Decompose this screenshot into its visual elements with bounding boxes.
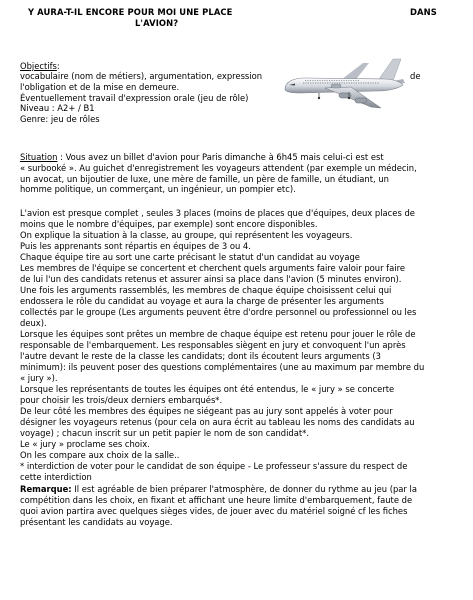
body-line-3: On explique la situation à la classe, au groupe, qui représentent les voyageurs. xyxy=(20,230,353,240)
body-line-19: De leur côté les membres des équipes ne siégeant pas au jury sont appelés à voter pour xyxy=(20,406,393,416)
situation-line-4: homme politique, un commerçant, un ingénieur, un pompier etc). xyxy=(20,184,296,194)
body-line-7: de lui l'un des candidats retenus et assurer ainsi sa place dans l'avion (5 minutes environ). xyxy=(20,274,402,284)
vocab-tail: de xyxy=(410,71,421,81)
remarque-line-4: présentant les candidats au voyage. xyxy=(20,517,173,527)
remarque-line-2: compétition dans les choix, en fixant et affichant une heure limite d'embarquement, faute de xyxy=(20,495,413,505)
body-line-20: désigner les voyageurs retenus (pour cela on aura écrit au tableau les noms des candidats au xyxy=(20,417,415,427)
niveau-line: Niveau : A2+ / B1 xyxy=(20,103,95,113)
body-line-5: Chaque équipe tire au sort une carte précisant le statut d'un candidat au voyage xyxy=(20,252,360,262)
situation-text-1: : Vous avez un billet d'avion pour Paris dimanche à 6h45 mais celui-ci est est xyxy=(57,152,384,162)
body-line-10: collectés par le groupe (Les arguments peuvent être d'ordre personnel ou professionnel ou les xyxy=(20,307,417,317)
body-line-12: Lorsque les équipes sont prêtes un membre de chaque équipe est retenu pour jouer le rôle de xyxy=(20,329,416,339)
body-line-6: Les membres de l'équipe se concertent et cherchent quels arguments faire valoir pour faire xyxy=(20,263,405,273)
body-line-15: minimum): ils peuvent poser des questions complémentaires (une au maximum par membre du xyxy=(20,362,425,372)
body-line-23: On les compare aux choix de la salle.. xyxy=(20,450,180,460)
situation-line-2: « surbooké ». Au guichet d'enregistrement les voyageurs attendent (par exemple un médecin, xyxy=(20,163,417,173)
body-line-9: endossera le rôle du candidat au voyage et aura la charge de présenter les arguments xyxy=(20,296,384,306)
title-line2: L'AVION? xyxy=(135,18,179,28)
body-line-18: pour choisir les trois/deux derniers embarqués*. xyxy=(20,395,223,405)
body-line-24: * interdiction de voter pour le candidat de son équipe - Le professeur s'assure du respect de xyxy=(20,461,408,471)
title-main: Y AURA-T-IL ENCORE POUR MOI UNE PLACE xyxy=(28,7,233,17)
vocab-line2: l'obligation et de la mise en demeure. xyxy=(20,82,180,92)
situation-line-1 xyxy=(20,152,384,162)
body-line-1: L'avion est presque complet , seules 3 places (moins de places que d'équipes, deux places de xyxy=(20,208,415,218)
genre-line: Genre: jeu de rôles xyxy=(20,114,100,124)
objectifs-heading: Objectifs: xyxy=(20,61,60,71)
remarque-label: Remarque: xyxy=(20,484,72,494)
body-line-25: cette interdiction xyxy=(20,472,92,482)
body-line-16: « jury »). xyxy=(20,373,58,383)
oral-line: Éventuellement travail d'expression orale (jeu de rôle) xyxy=(20,93,249,103)
airplane-icon xyxy=(279,57,409,111)
remarque-line-1 xyxy=(20,484,417,494)
body-line-11: deux). xyxy=(20,318,47,328)
vocab-line: vocabulaire (nom de métiers), argumentation, expression xyxy=(20,71,263,81)
remarque-text-1: Il est agréable de bien préparer l'atmosphère, de donner du rythme au jeu (par la xyxy=(71,484,417,494)
body-line-14: l'autre devant le reste de la classe les candidats; dont ils écoutent leurs arguments (3 xyxy=(20,351,381,361)
situation-line-3: un avocat, un bijoutier de luxe, une mère de famille, un père de famille, un étudiant, un xyxy=(20,174,389,184)
remarque-line-3: quoi avion partira avec quelques sièges vides, de jouer avec du matériel soigné cf les fiches xyxy=(20,506,408,516)
body-line-17: Lorsque les représentants de toutes les équipes ont été entendus, le « jury » se concerte xyxy=(20,384,395,394)
body-line-22: Le « jury » proclame ses choix. xyxy=(20,439,150,449)
body-line-2: moins que le nombre d'équipes, par exemple) sont encore disponibles. xyxy=(20,219,318,229)
objectifs-label: Objectifs xyxy=(20,61,57,71)
situation-label: Situation xyxy=(20,152,58,162)
body-line-8: Une fois les arguments rassemblés, les membres de chaque équipe choisissent celui qui xyxy=(20,285,392,295)
title-dans: DANS xyxy=(410,7,437,17)
body-line-13: responsable de l'embarquement. Les responsables siègent en jury et convoquent l'un après xyxy=(20,340,406,350)
body-line-21: voyage) ; chacun inscrit sur un petit papier le nom de son candidat*. xyxy=(20,428,309,438)
body-line-4: Puis les apprenants sont répartis en équipes de 3 ou 4. xyxy=(20,241,251,251)
